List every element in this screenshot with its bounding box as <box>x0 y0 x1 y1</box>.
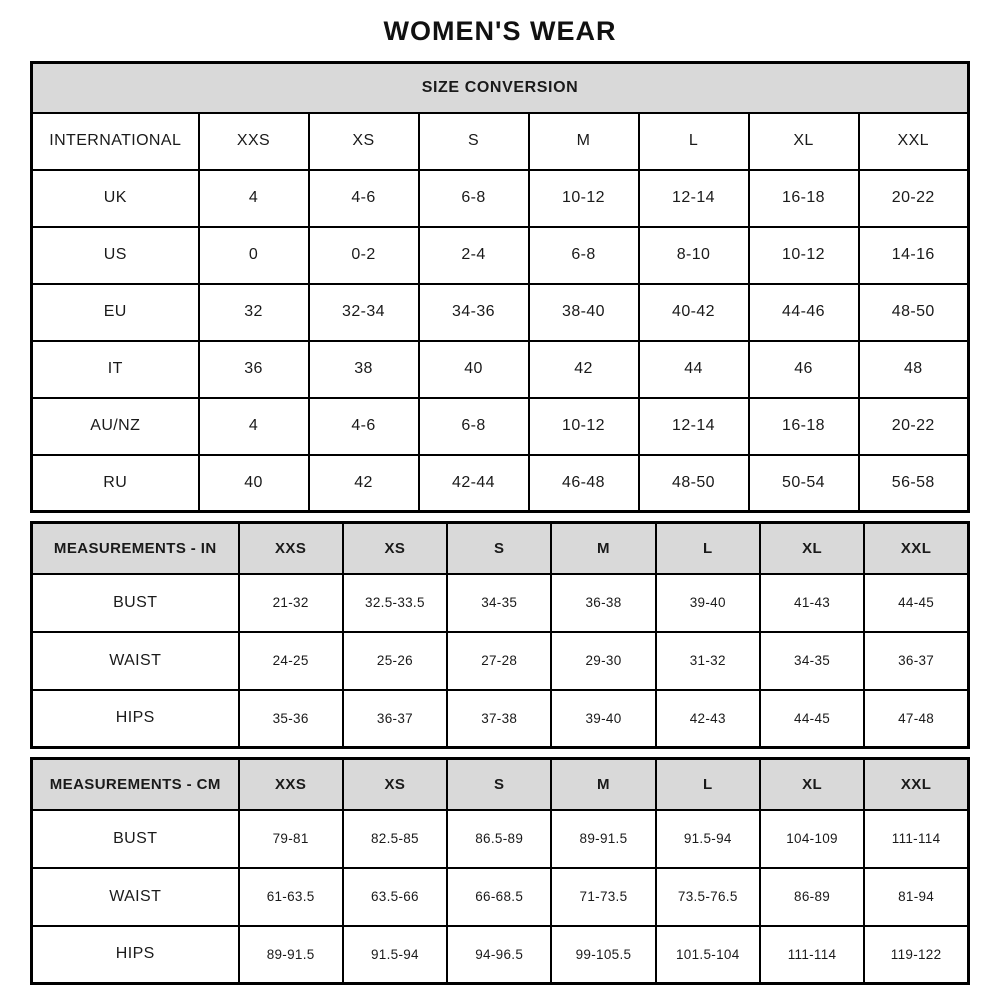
column-header-m: M <box>551 759 655 810</box>
size-conversion-title: SIZE CONVERSION <box>32 63 969 113</box>
size-value: 46 <box>749 341 859 398</box>
row-label: US <box>32 227 199 284</box>
size-value: 44 <box>639 341 749 398</box>
measurements-cm-table <box>30 757 970 985</box>
size-value: 48-50 <box>639 455 749 512</box>
measurement-value: 89-91.5 <box>239 926 343 984</box>
table-row-hips-in <box>32 690 969 748</box>
measurement-value: 66-68.5 <box>447 868 551 926</box>
measurement-value: 119-122 <box>864 926 968 984</box>
column-header-xs: XS <box>343 759 447 810</box>
measurement-value: 42-43 <box>656 690 760 748</box>
measurement-value: 32.5-33.5 <box>343 574 447 632</box>
size-value: 6-8 <box>529 227 639 284</box>
measurement-value: 99-105.5 <box>551 926 655 984</box>
size-value: 20-22 <box>859 170 969 227</box>
size-value: 50-54 <box>749 455 859 512</box>
table-row-waist-cm <box>32 868 969 926</box>
size-value: 42-44 <box>419 455 529 512</box>
measurement-value: 21-32 <box>239 574 343 632</box>
column-header-measurements-in: MEASUREMENTS - IN <box>32 523 239 574</box>
measurement-value: 34-35 <box>760 632 864 690</box>
column-header-l: L <box>656 523 760 574</box>
measurement-value: 101.5-104 <box>656 926 760 984</box>
size-value: 48 <box>859 341 969 398</box>
measurement-value: 36-37 <box>343 690 447 748</box>
measurement-value: 61-63.5 <box>239 868 343 926</box>
size-value: 4-6 <box>309 170 419 227</box>
measurement-value: 86-89 <box>760 868 864 926</box>
size-value: 56-58 <box>859 455 969 512</box>
column-header-xl: XL <box>760 523 864 574</box>
column-header-xxl: XXL <box>859 113 969 170</box>
measurement-value: 91.5-94 <box>343 926 447 984</box>
measurement-value: 37-38 <box>447 690 551 748</box>
measurement-value: 41-43 <box>760 574 864 632</box>
column-header-l: L <box>656 759 760 810</box>
measurement-value: 44-45 <box>760 690 864 748</box>
size-value: 10-12 <box>529 170 639 227</box>
row-label: WAIST <box>32 632 239 690</box>
table-row-eu <box>32 284 969 341</box>
size-value: 4 <box>199 398 309 455</box>
table-row-aunz <box>32 398 969 455</box>
size-value: 40 <box>419 341 529 398</box>
size-value: 48-50 <box>859 284 969 341</box>
table-row-bust-in <box>32 574 969 632</box>
column-header-xxl: XXL <box>864 759 968 810</box>
size-value: 16-18 <box>749 170 859 227</box>
row-label: HIPS <box>32 690 239 748</box>
table-row-bust-cm <box>32 810 969 868</box>
size-value: 38 <box>309 341 419 398</box>
size-value: 6-8 <box>419 398 529 455</box>
size-value: 32 <box>199 284 309 341</box>
measurement-value: 111-114 <box>760 926 864 984</box>
size-value: 0-2 <box>309 227 419 284</box>
row-label: EU <box>32 284 199 341</box>
column-header-xxs: XXS <box>239 759 343 810</box>
column-header-m: M <box>529 113 639 170</box>
size-value: 40-42 <box>639 284 749 341</box>
measurement-value: 24-25 <box>239 632 343 690</box>
column-header-xl: XL <box>749 113 859 170</box>
table-row-us <box>32 227 969 284</box>
size-value: 4-6 <box>309 398 419 455</box>
measurement-value: 104-109 <box>760 810 864 868</box>
row-label: UK <box>32 170 199 227</box>
measurement-value: 89-91.5 <box>551 810 655 868</box>
column-header-xs: XS <box>343 523 447 574</box>
measurements-cm-header-row <box>32 759 969 810</box>
column-header-s: S <box>447 759 551 810</box>
column-header-s: S <box>447 523 551 574</box>
row-label: HIPS <box>32 926 239 984</box>
table-row-ru <box>32 455 969 512</box>
table-row-uk <box>32 170 969 227</box>
row-label: WAIST <box>32 868 239 926</box>
row-label: AU/NZ <box>32 398 199 455</box>
row-label: BUST <box>32 810 239 868</box>
column-header-xxs: XXS <box>199 113 309 170</box>
measurement-value: 25-26 <box>343 632 447 690</box>
size-value: 10-12 <box>749 227 859 284</box>
size-conversion-header-row <box>32 113 969 170</box>
size-value: 38-40 <box>529 284 639 341</box>
column-header-measurements-cm: MEASUREMENTS - CM <box>32 759 239 810</box>
measurement-value: 36-37 <box>864 632 968 690</box>
size-value: 20-22 <box>859 398 969 455</box>
size-value: 36 <box>199 341 309 398</box>
measurement-value: 34-35 <box>447 574 551 632</box>
measurement-value: 39-40 <box>656 574 760 632</box>
measurement-value: 71-73.5 <box>551 868 655 926</box>
measurement-value: 31-32 <box>656 632 760 690</box>
measurement-value: 35-36 <box>239 690 343 748</box>
measurements-in-table <box>30 521 970 749</box>
column-header-s: S <box>419 113 529 170</box>
size-value: 8-10 <box>639 227 749 284</box>
measurement-value: 27-28 <box>447 632 551 690</box>
size-value: 4 <box>199 170 309 227</box>
size-value: 10-12 <box>529 398 639 455</box>
row-label: IT <box>32 341 199 398</box>
row-label: RU <box>32 455 199 512</box>
measurement-value: 44-45 <box>864 574 968 632</box>
column-header-xl: XL <box>760 759 864 810</box>
size-value: 34-36 <box>419 284 529 341</box>
column-header-l: L <box>639 113 749 170</box>
column-header-xxs: XXS <box>239 523 343 574</box>
measurement-value: 91.5-94 <box>656 810 760 868</box>
size-value: 0 <box>199 227 309 284</box>
column-header-international: INTERNATIONAL <box>32 113 199 170</box>
measurement-value: 63.5-66 <box>343 868 447 926</box>
size-value: 2-4 <box>419 227 529 284</box>
column-header-xxl: XXL <box>864 523 968 574</box>
measurement-value: 36-38 <box>551 574 655 632</box>
row-label: BUST <box>32 574 239 632</box>
size-value: 44-46 <box>749 284 859 341</box>
measurements-in-header-row <box>32 523 969 574</box>
size-value: 46-48 <box>529 455 639 512</box>
size-value: 12-14 <box>639 398 749 455</box>
size-value: 42 <box>309 455 419 512</box>
size-value: 12-14 <box>639 170 749 227</box>
size-value: 16-18 <box>749 398 859 455</box>
size-value: 42 <box>529 341 639 398</box>
measurement-value: 47-48 <box>864 690 968 748</box>
measurement-value: 82.5-85 <box>343 810 447 868</box>
page-title: WOMEN'S WEAR <box>383 16 617 46</box>
table-row-hips-cm <box>32 926 969 984</box>
table-row-waist-in <box>32 632 969 690</box>
measurement-value: 86.5-89 <box>447 810 551 868</box>
column-header-m: M <box>551 523 655 574</box>
column-header-xs: XS <box>309 113 419 170</box>
measurement-value: 39-40 <box>551 690 655 748</box>
table-title-row <box>32 63 969 113</box>
measurement-value: 111-114 <box>864 810 968 868</box>
measurement-value: 29-30 <box>551 632 655 690</box>
measurement-value: 79-81 <box>239 810 343 868</box>
measurement-value: 81-94 <box>864 868 968 926</box>
size-value: 40 <box>199 455 309 512</box>
measurement-value: 94-96.5 <box>447 926 551 984</box>
size-value: 6-8 <box>419 170 529 227</box>
size-conversion-table <box>30 61 970 513</box>
table-row-it <box>32 341 969 398</box>
size-value: 32-34 <box>309 284 419 341</box>
measurement-value: 73.5-76.5 <box>656 868 760 926</box>
size-value: 14-16 <box>859 227 969 284</box>
